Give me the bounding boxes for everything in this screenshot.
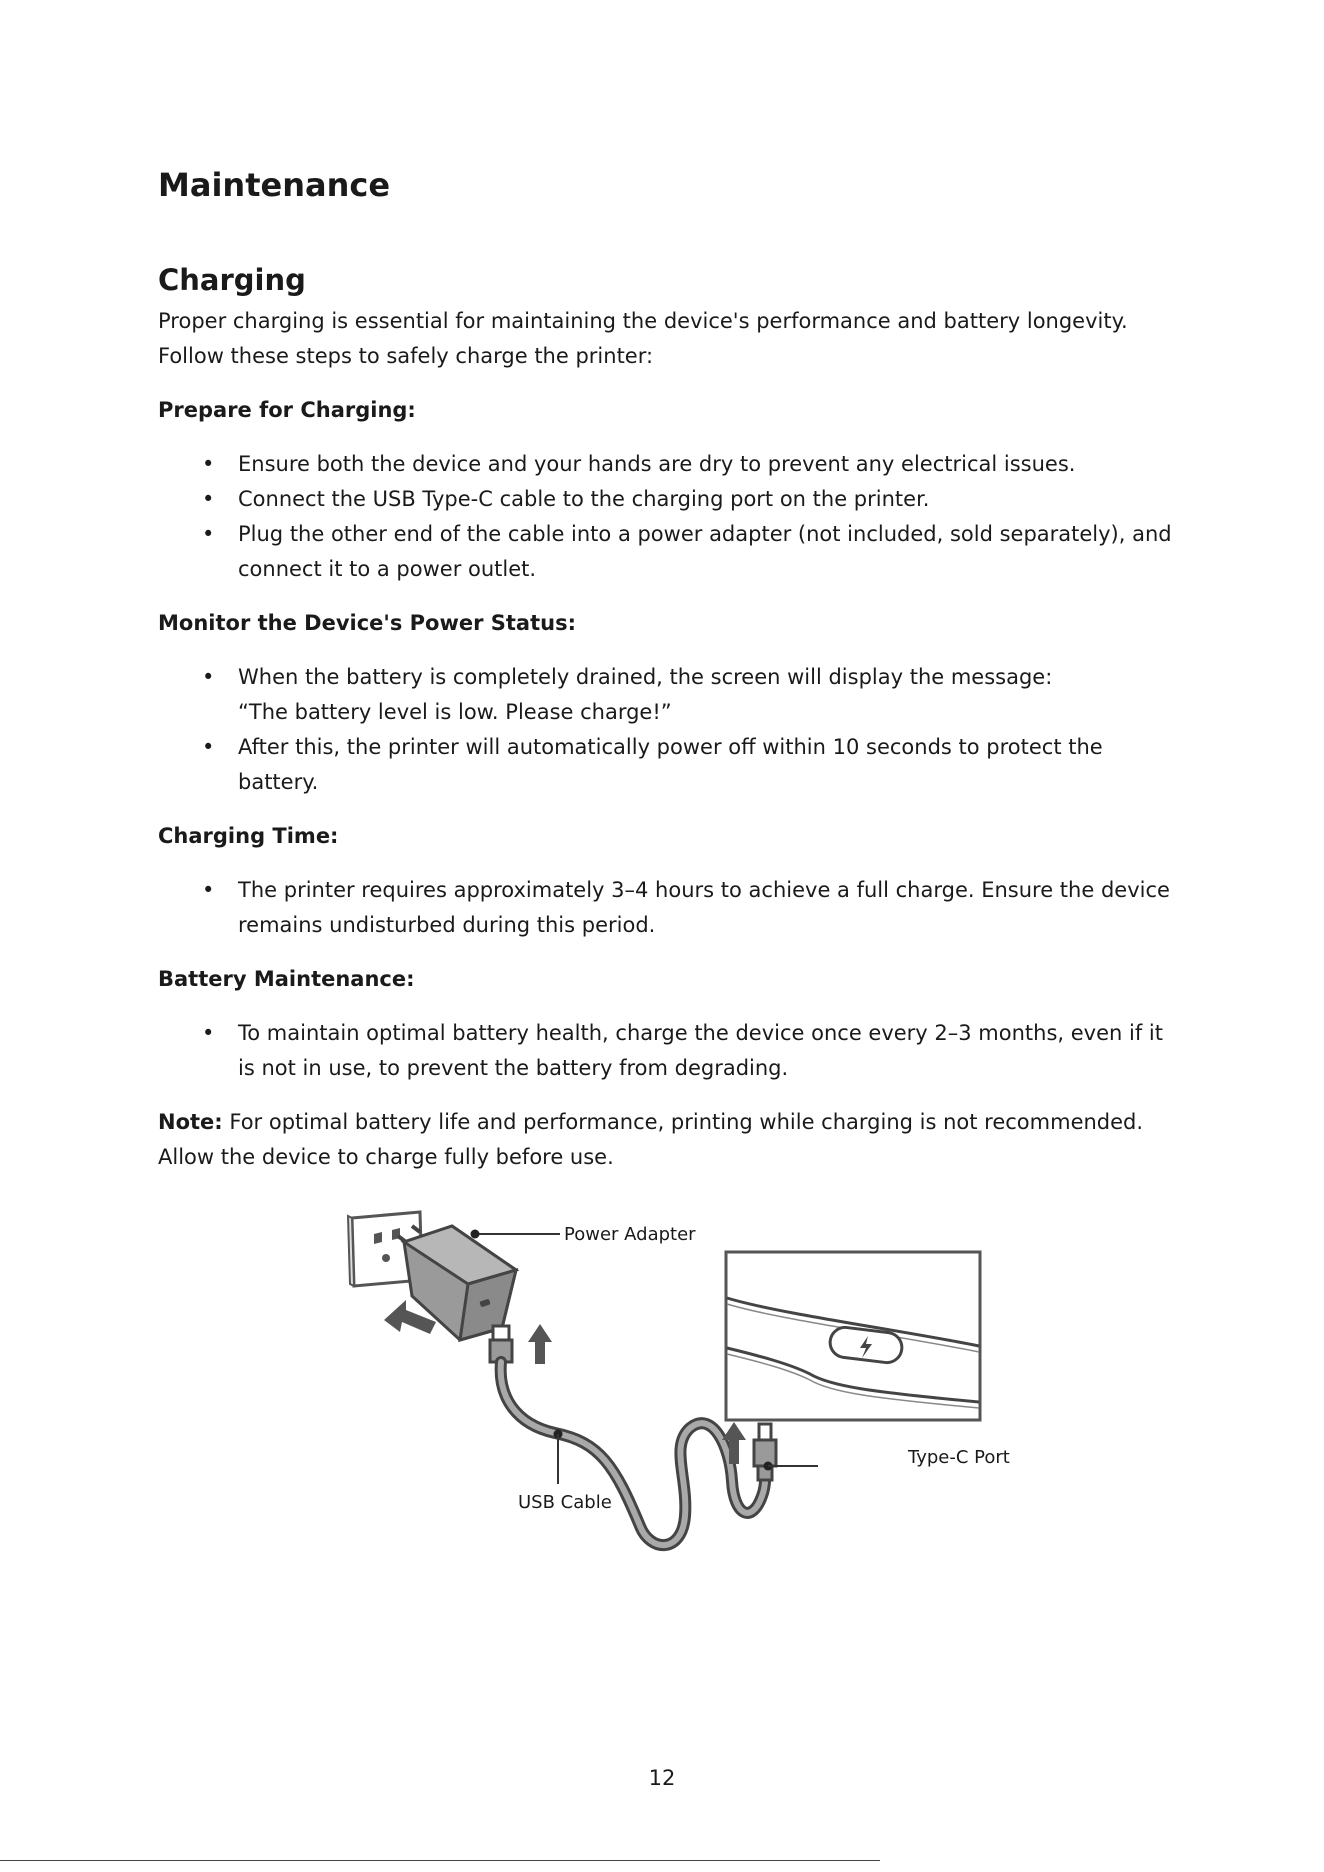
type-c-plug-icon bbox=[754, 1424, 776, 1480]
bullet-list-power-status bbox=[158, 660, 1178, 800]
printer-port-icon bbox=[726, 1252, 980, 1420]
page-number: 12 bbox=[648, 1766, 676, 1790]
list-item: • Plug the other end of the cable into a power adapter (not included, sold separately), and connect it to a power outlet. bbox=[158, 517, 1178, 587]
bullet-icon: • bbox=[202, 878, 215, 902]
bullet-list-charging-time bbox=[158, 873, 1178, 943]
bullet-icon: • bbox=[202, 452, 215, 476]
leader-dot bbox=[471, 1230, 480, 1239]
list-item: • The printer requires approximately 3–4 hours to achieve a full charge. Ensure the device remains undisturbed during this period. bbox=[158, 873, 1178, 943]
note-label: Note: bbox=[158, 1110, 223, 1134]
charging-diagram bbox=[340, 1196, 1020, 1556]
group-heading-prepare: Prepare for Charging: bbox=[158, 398, 416, 422]
bullet-icon: • bbox=[202, 487, 215, 511]
list-item: • When the battery is completely drained, the screen will display the message: “The battery level is low. Please charge!” bbox=[158, 660, 1178, 730]
group-heading-battery-maintenance: Battery Maintenance: bbox=[158, 967, 415, 991]
list-item: • After this, the printer will automatically power off within 10 seconds to protect the battery. bbox=[158, 730, 1178, 800]
low-battery-message: “The battery level is low. Please charge!” bbox=[238, 700, 672, 724]
label-usb-cable: USB Cable bbox=[518, 1492, 612, 1513]
list-item: • Ensure both the device and your hands are dry to prevent any electrical issues. bbox=[158, 447, 1178, 482]
list-item: • Connect the USB Type-C cable to the charging port on the printer. bbox=[158, 482, 1178, 517]
intro-paragraph: Proper charging is essential for maintaining the device's performance and battery longevity. Follow these steps to safely charge the printer: bbox=[158, 309, 1128, 368]
charging-illustration bbox=[340, 1196, 1020, 1556]
group-heading-power-status: Monitor the Device's Power Status: bbox=[158, 611, 576, 635]
label-type-c-port: Type-C Port bbox=[908, 1447, 1010, 1468]
arrow-icon bbox=[528, 1324, 552, 1364]
section-title: Charging bbox=[158, 263, 306, 297]
bullet-icon: • bbox=[202, 665, 215, 689]
bullet-icon: • bbox=[202, 735, 215, 759]
group-heading-charging-time: Charging Time: bbox=[158, 824, 339, 848]
page-title: Maintenance bbox=[158, 166, 391, 204]
note-text: For optimal battery life and performance, printing while charging is not recommended. Allow the device to charge fully before use. bbox=[158, 1110, 1144, 1169]
bullet-list-battery-maintenance bbox=[158, 1016, 1178, 1086]
bullet-list-prepare bbox=[158, 447, 1178, 587]
list-item: • To maintain optimal battery health, charge the device once every 2–3 months, even if it is not in use, to prevent the battery from degrading. bbox=[158, 1016, 1178, 1086]
footer-divider bbox=[0, 1860, 880, 1861]
bullet-icon: • bbox=[202, 1021, 215, 1045]
bullet-icon: • bbox=[202, 522, 215, 546]
page-content bbox=[158, 163, 1178, 1175]
note-paragraph bbox=[158, 1105, 1178, 1175]
label-power-adapter: Power Adapter bbox=[564, 1224, 696, 1245]
